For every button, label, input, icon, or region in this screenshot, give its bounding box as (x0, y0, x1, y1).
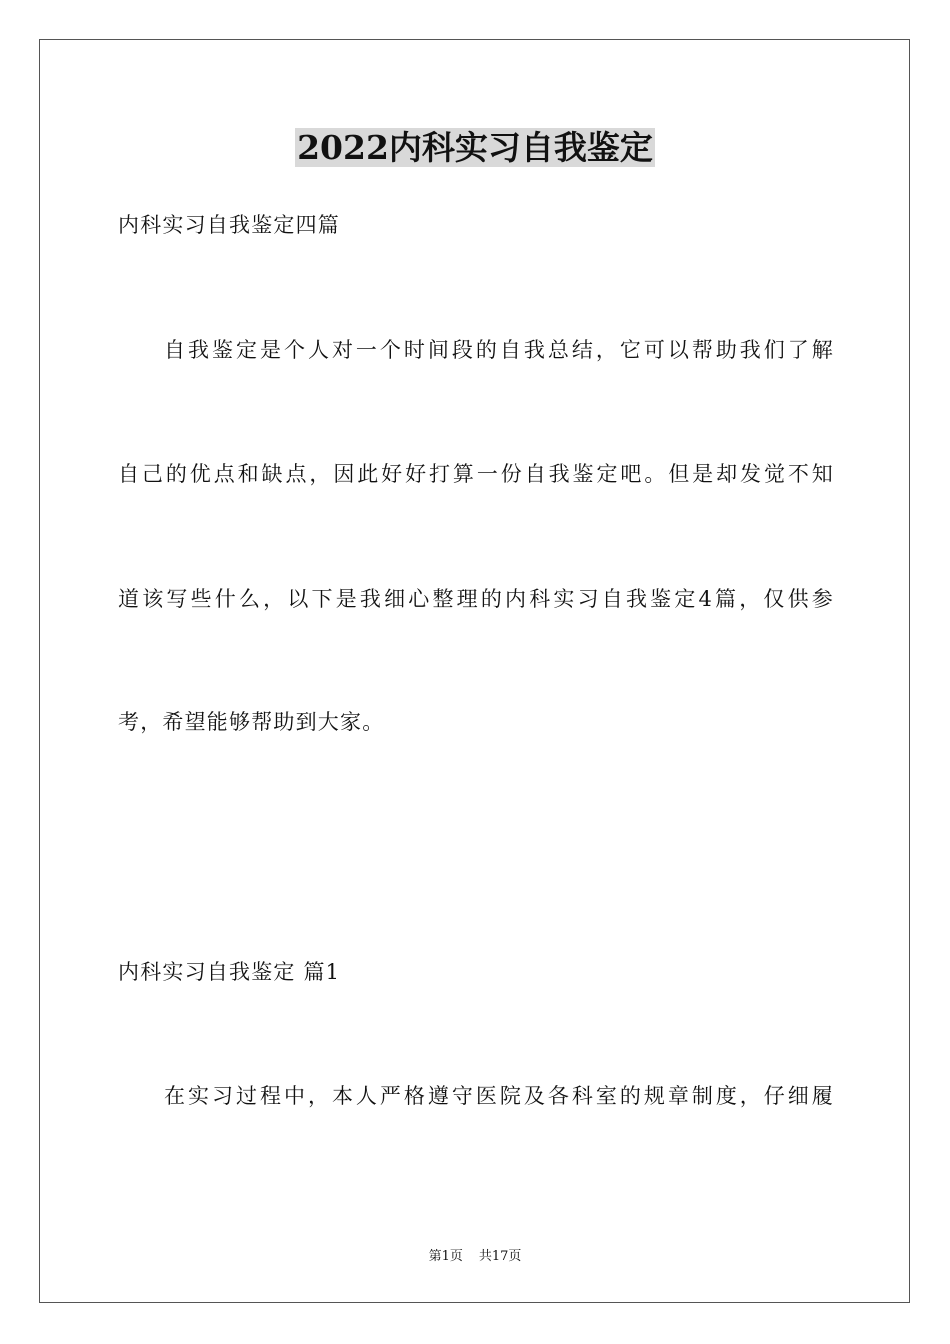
page-total: 共17页 (478, 1249, 522, 1264)
document-subtitle: 内科实习自我鉴定四篇 (118, 213, 340, 237)
section-heading: 内科实习自我鉴定 篇1 (118, 960, 341, 984)
intro-line-1: 自我鉴定是个人对一个时间段的自我总结，它可以帮助我们了解 (164, 338, 834, 362)
intro-line-4: 考，希望能够帮助到大家。 (118, 710, 385, 734)
intro-line-3: 道该写些什么，以下是我细心整理的内科实习自我鉴定4篇，仅供参 (118, 587, 834, 611)
page-number: 第1页 (428, 1249, 463, 1264)
document-title (0, 128, 950, 168)
intro-line-2: 自己的优点和缺点，因此好好打算一份自我鉴定吧。但是却发觉不知 (118, 462, 834, 486)
section-paragraph-line-1: 在实习过程中，本人严格遵守医院及各科室的规章制度，仔细履 (164, 1084, 834, 1108)
document-title-text: 2022内科实习自我鉴定 (297, 128, 653, 167)
page-footer (0, 1248, 950, 1266)
